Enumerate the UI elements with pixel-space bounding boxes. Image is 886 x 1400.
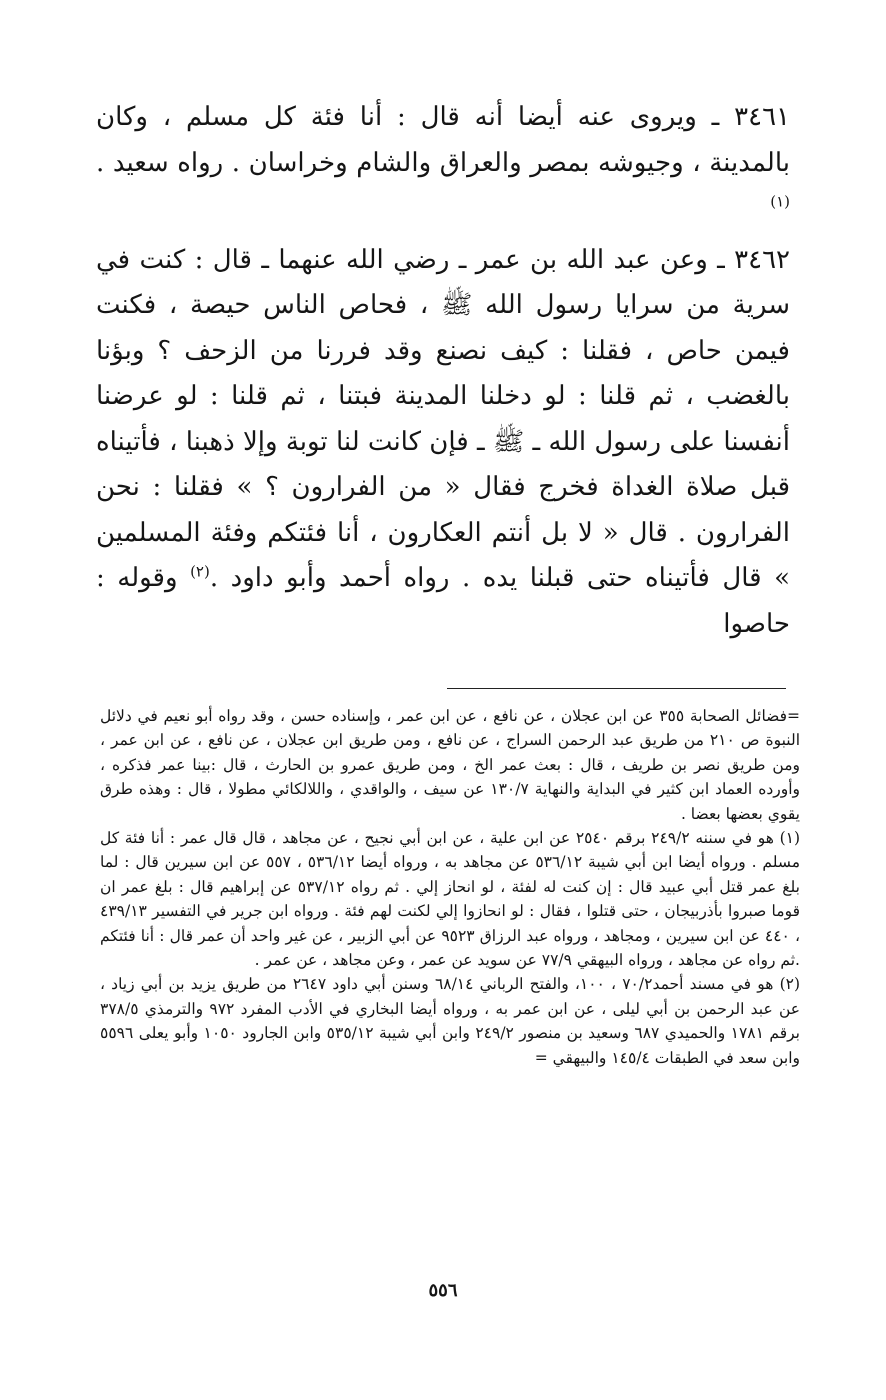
hadith-3462 xyxy=(96,238,790,648)
footnote-ref: (٢) xyxy=(190,562,210,581)
page-number: ٥٥٦ xyxy=(428,1280,458,1301)
footnote-ref: (١) xyxy=(770,192,790,211)
footnote-continued: =فضائل الصحابة ٣٥٥ عن ابن عجلان ، عن نافع ، عن ابن عمر ، وإسناده حسن ، وقد رواه أبو نعيم في دلائل النبوة ص ٢١٠ من طريق عبد الرحمن السراج ، عن نافع ، ومن طريق ابن عجلان ، عن نافع ، عن ابن عمر ، ومن طريق نصر بن طريف ، قال : بعث عمر الخ ، ومن طريق عمرو بن الحارث ، قال :بينا عمر فذكره ، وأورده العماد ابن كثير في البداية والنهاية ١٣٠/٧ عن سيف ، والواقدي ، واللالكائي مطولا ، قال : وهذه طرق يقوي بعضها بعضا . xyxy=(100,707,801,823)
footnotes xyxy=(100,704,800,1070)
hadith-text: ـ وعن عبد الله بن عمر ـ رضي الله عنهما ـ قال : كنت في سرية من سرايا رسول الله ﷺ ، فحاص الناس حيصة ، فكنت فيمن حاص ، فقلنا : كيف نصنع وقد فررنا من الزحف ؟ وبؤنا بالغضب ، ثم قلنا : لو دخلنا المدينة فبتنا ، ثم قلنا : لو عرضنا أنفسنا على رسول الله ـ ﷺ ـ فإن كانت لنا توبة وإلا ذهبنا ، فأتيناه قبل صلاة الغداة فخرج فقال « من الفرارون ؟ » فقلنا : نحن الفرارون . قال « لا بل أنتم العكارون ، أنا فئتكم وفئة المسلمين » قال فأتيناه حتى قبلنا يده . رواه أحمد وأبو داود . xyxy=(96,244,790,593)
hadith-3461 xyxy=(96,95,790,232)
hadith-text: ـ ويروى عنه أيضا أنه قال : أنا فئة كل مسلم ، وكان بالمدينة ، وجيوشه بمصر والعراق والشام وخراسان . رواه سعيد . xyxy=(96,102,790,178)
footnote-2: (٢) هو في مسند أحمد٧٠/٢ ، ١٠٠، والفتح الرباني ٦٨/١٤ وسنن أبي داود ٢٦٤٧ من طريق يزيد بن أبي زياد ، عن عبد الرحمن بن أبي ليلى ، عن ابن عمر به ، ورواه أيضا البخاري في الأدب المفرد ٩٧٢ والترمذي ٣٧٨/٥ برقم ١٧٨١ والحميدي ٦٨٧ وسعيد بن منصور ٢٤٩/٢ وابن أبي شيبة ٥٣٥/١٢ وابن الجارود ١٠٥٠ وأبو يعلى ٥٥٩٦ وابن سعد في الطبقات ١٤٥/٤ والبيهقي = xyxy=(100,975,801,1067)
hadith-number: ٣٤٦١ xyxy=(734,102,790,132)
footnote-1: (١) هو في سننه ٢٤٩/٢ برقم ٢٥٤٠ عن ابن علية ، عن ابن أبي نجيح ، عن مجاهد ، قال قال عمر : أنا فئة كل مسلم . ورواه أيضا ابن أبي شيبة ٥٣٦/١٢ عن مجاهد به ، ورواه أيضا ٥٣٦/١٢ ، ٥٥٧ عن ابن سيرين قال : لما بلغ عمر قتل أبي عبيد قال : إن كنت له لفئة ، لو انحاز إلي . ثم رواه ٥٣٧/١٢ عن إبراهيم قال : بلغ عمر ان قوما صبروا بأذربيجان ، حتى قتلوا ، فقال : لو انحازوا إلي لكنت لهم فئة . ورواه ابن جرير في التفسير ٤٣٩/١٣ ، ٤٤٠ عن ابن سيرين ، ومجاهد ، ورواه عبد الرزاق ٩٥٢٣ عن أبي الزبير ، عن غير واحد أن عمر قال : أنا فئتكم .ثم رواه عن مجاهد ، ورواه البيهقي ٧٧/٩ عن سويد عن عمر ، وعن مجاهد ، عن عمر . xyxy=(100,829,801,970)
hadith-number: ٣٤٦٢ xyxy=(734,244,790,275)
main-text xyxy=(96,95,790,653)
hadith-continuation: وقوله : حاصوا xyxy=(96,563,790,639)
footnote-divider xyxy=(447,688,786,689)
